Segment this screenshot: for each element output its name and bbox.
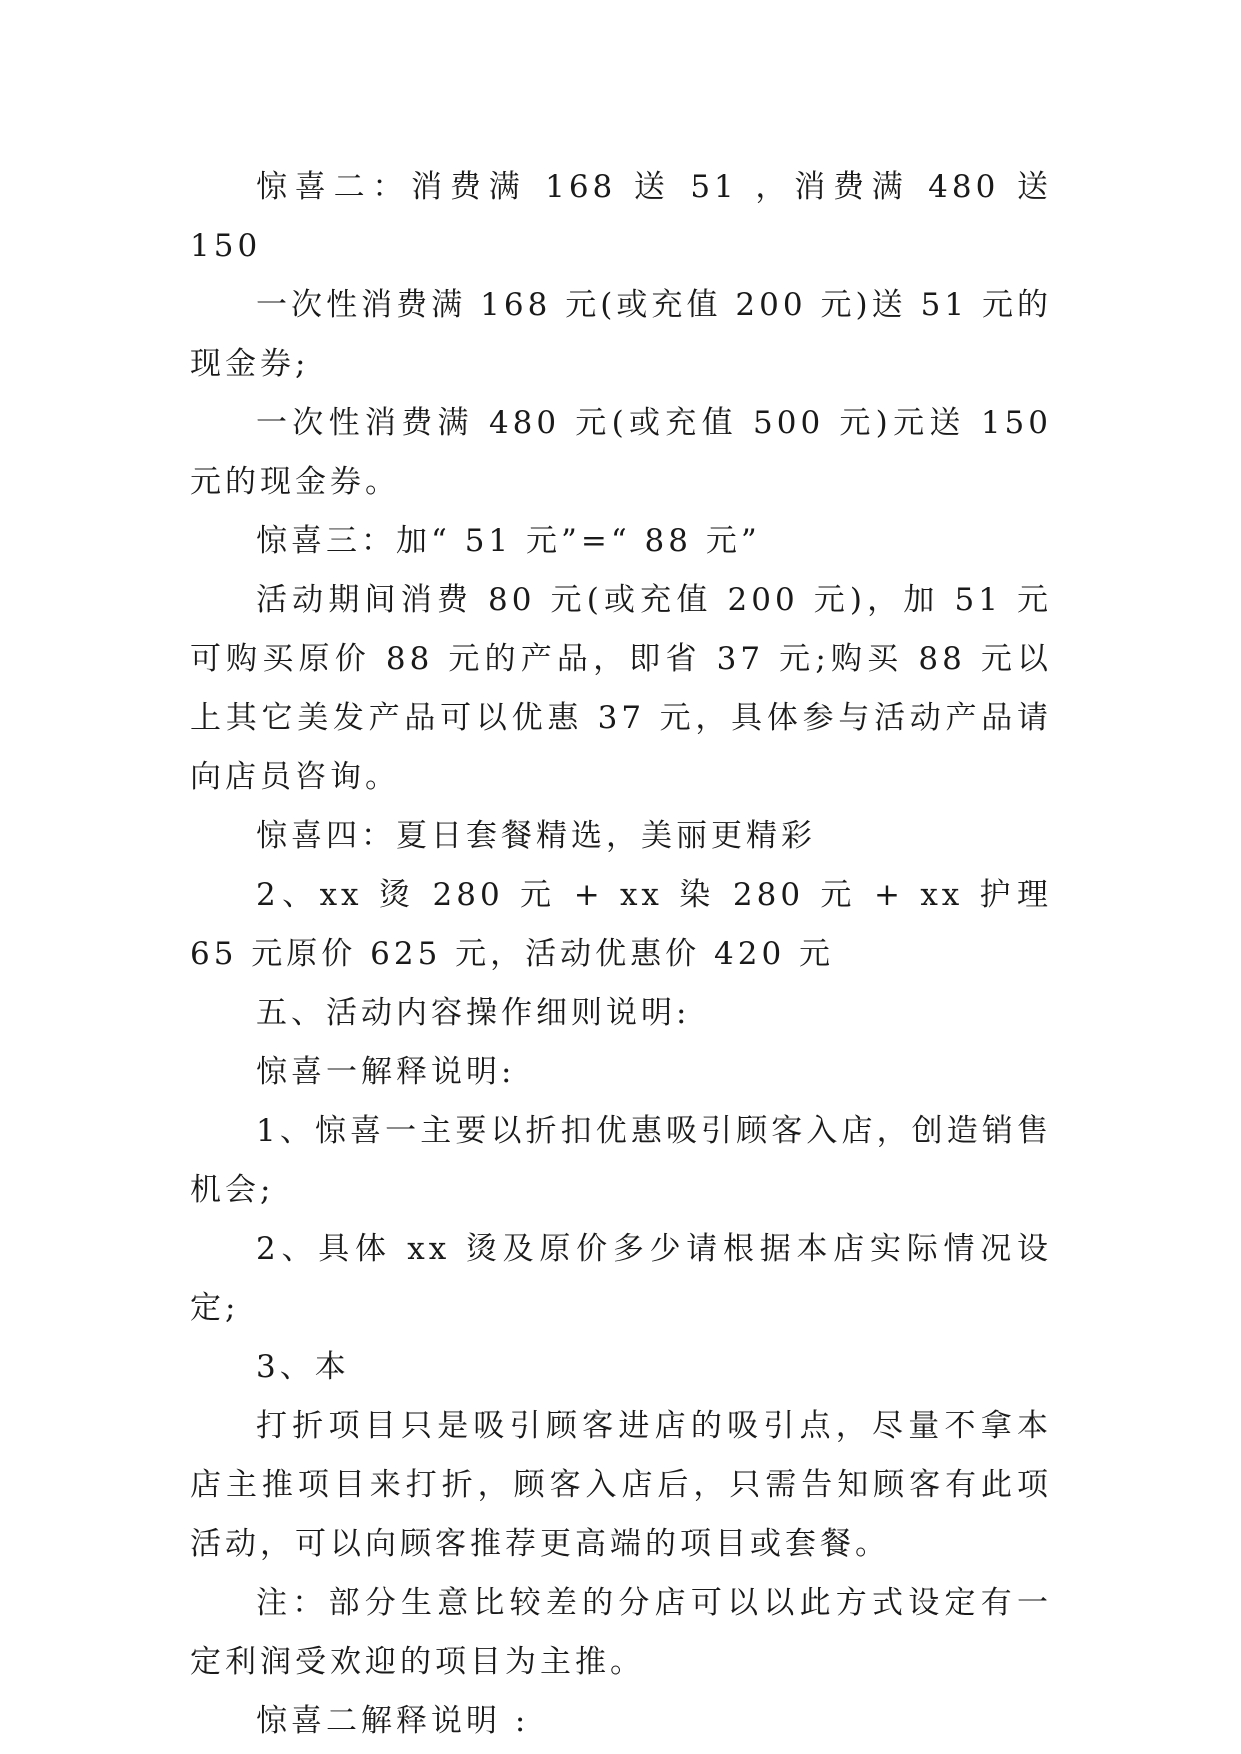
document-body <box>190 158 1052 1751</box>
paragraph-surprise-one-explanation: 惊喜一解释说明: <box>256 1054 516 1090</box>
paragraph-surprise-two-title: 惊喜二：消费满 168 送 51 ，消费满 480 送 150 <box>190 169 1052 264</box>
paragraph-item-1: 1、惊喜一主要以折扣优惠吸引顾客入店，创造销售机会; <box>190 1113 1052 1208</box>
paragraph-package-detail: 2、xx 烫 280 元 + xx 染 280 元 + xx 护理 65 元原价 625 元，活动优惠价 420 元 <box>190 877 1052 972</box>
paragraph-coupon-51: 一次性消费满 168 元(或充值 200 元)送 51 元的现金券; <box>190 287 1052 382</box>
paragraph-discount-note: 打折项目只是吸引顾客进店的吸引点，尽量不拿本店主推项目来打折，顾客入店后，只需告知顾客有此项活动，可以向顾客推荐更高端的项目或套餐。 <box>190 1408 1052 1562</box>
paragraph-item-3: 3、本 <box>256 1349 350 1385</box>
paragraph-surprise-three-detail: 活动期间消费 80 元(或充值 200 元)，加 51 元可购买原价 88 元的产品，即省 37 元;购买 88 元以上其它美发产品可以优惠 37 元，具体参与活动产品请向店员咨询。 <box>190 582 1052 795</box>
paragraph-surprise-three-title: 惊喜三：加“ 51 元”=“ 88 元” <box>256 523 761 559</box>
paragraph-remark: 注：部分生意比较差的分店可以以此方式设定有一定利润受欢迎的项目为主推。 <box>190 1585 1052 1680</box>
paragraph-section-five-heading: 五、活动内容操作细则说明: <box>256 995 691 1031</box>
paragraph-item-2: 2、具体 xx 烫及原价多少请根据本店实际情况设定; <box>190 1231 1052 1326</box>
paragraph-coupon-150: 一次性消费满 480 元(或充值 500 元)元送 150 元的现金券。 <box>190 405 1052 500</box>
paragraph-surprise-two-explanation: 惊喜二解释说明 : <box>256 1703 530 1739</box>
paragraph-surprise-four-title: 惊喜四：夏日套餐精选，美丽更精彩 <box>256 818 816 854</box>
